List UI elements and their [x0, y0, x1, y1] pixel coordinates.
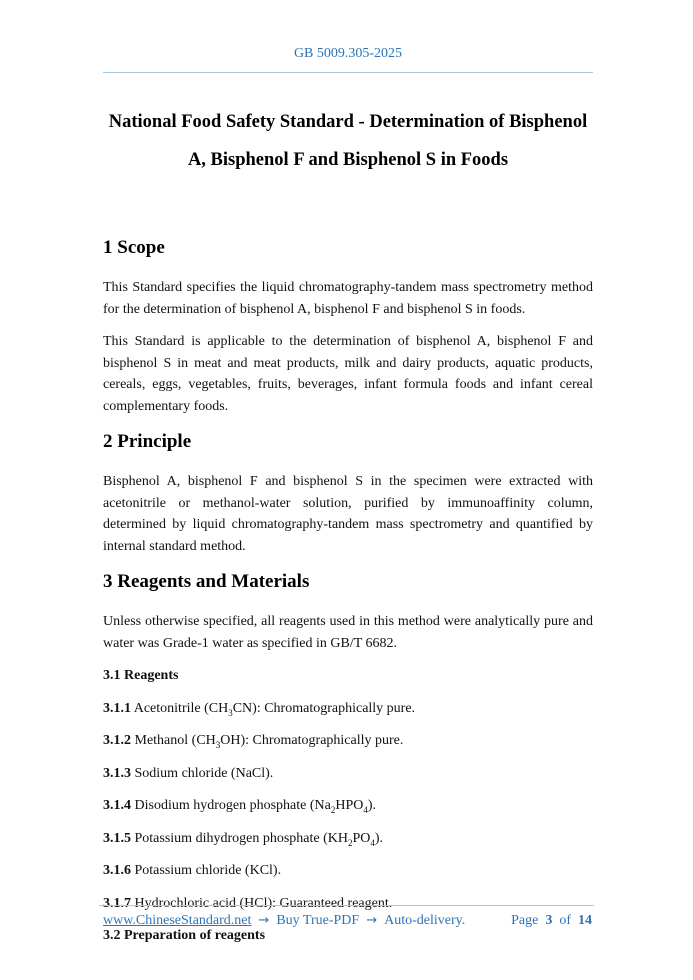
reagent-item: 3.1.3 Sodium chloride (NaCl). — [103, 765, 274, 781]
page-current: 3 — [545, 913, 553, 928]
page-label: Page — [511, 913, 539, 928]
reagent-item: 3.1.5 Potassium dihydrogen phosphate $(KH_2PO_4)$. — [103, 830, 384, 848]
document-title-line1: National Food Safety Standard - Determination of Bisphenol — [108, 112, 588, 132]
reagent-item: 3.1.2 Methanol $(CH_3OH)$: Chromatographically pure. — [103, 733, 404, 750]
reagent-item: 3.1.1 Acetonitrile $(CH_3CN)$: Chromatographically pure. — [103, 700, 416, 718]
of-label: of — [559, 913, 571, 928]
site-link[interactable]: www.ChineseStandard.net — [103, 913, 252, 928]
header-rule — [103, 72, 593, 73]
reagent-item: 3.1.6 Potassium chloride (KCl). — [103, 863, 282, 878]
arrow-right-icon: → — [258, 913, 270, 928]
section-heading-reagents: 3 Reagents and Materials — [103, 571, 310, 592]
document-title — [103, 103, 593, 179]
scope-paragraph-1: This Standard specifies the liquid chromatography-tandem mass spectrometry method for the determination of bisphenol A, bisphenol F and bisphenol S in foods. — [103, 280, 593, 317]
buy-true-pdf-label: Buy True-PDF — [276, 913, 360, 928]
subsection-heading-3-2: 3.2 Preparation of reagents — [103, 928, 266, 943]
page-total: 14 — [578, 913, 592, 928]
doc-number: GB 5009.305-2025 — [293, 46, 403, 61]
page-footer — [99, 905, 594, 929]
section-heading-principle: 2 Principle — [103, 431, 192, 452]
scope-paragraph-2: This Standard is applicable to the determination of bisphenol A, bisphenol F and bisphenol S in meat and meat products, milk and dairy products, aquatic products, cereals, eggs, vegetables, fruits, beverages, infant formula foods and infant cereal complementary foods. — [103, 334, 593, 414]
arrow-right-icon: → — [366, 913, 378, 928]
section-heading-scope: 1 Scope — [103, 237, 165, 258]
reagent-item: 3.1.4 Disodium hydrogen phosphate $(Na_2HPO_4)$. — [103, 798, 377, 815]
footer-promo — [99, 913, 465, 929]
document-title-line2: A, Bisphenol F and Bisphenol S in Foods — [187, 150, 509, 170]
auto-delivery-label: Auto-delivery. — [384, 913, 466, 928]
principle-paragraph: Bisphenol A, bisphenol F and bisphenol S in the specimen were extracted with acetonitrile or methanol-water solution, purified by immunoaffinity column, determined by liquid chromatography-tandem mass spectrometry and quantified by internal standard method. — [103, 474, 593, 554]
page-indicator — [511, 913, 594, 929]
reagents-paragraph: Unless otherwise specified, all reagents used in this method were analytically pure and water was Grade-1 water as specified in GB/T 6682. — [103, 614, 593, 651]
subsection-heading-3-1: 3.1 Reagents — [103, 668, 179, 683]
reagent-list — [103, 698, 593, 915]
reagent-item: 3.1.7 Hydrochloric acid (HCl): Guaranteed reagent. — [103, 895, 393, 911]
